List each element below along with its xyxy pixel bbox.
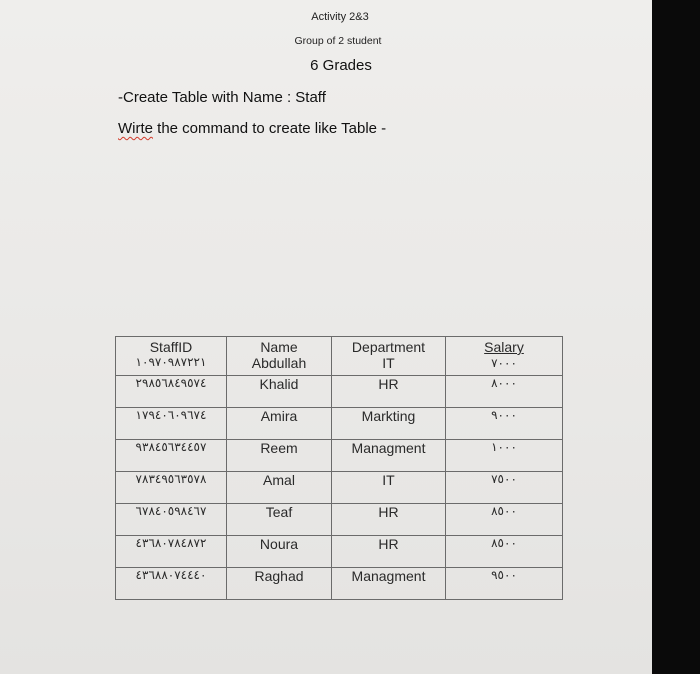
- cell-salary: ٨٥٠٠: [446, 536, 563, 568]
- cell-staffid: ١٧٩٤٠٦٠٩٦٧٤: [116, 408, 227, 440]
- cell-department: Managment: [332, 440, 446, 472]
- header-cell-department: Department IT: [332, 337, 446, 376]
- cell-staffid: ٢٩٨٥٦٨٤٩٥٧٤: [116, 376, 227, 408]
- grades-heading: 6 Grades: [310, 57, 372, 74]
- cell-department: HR: [332, 504, 446, 536]
- write-command-instruction: [118, 120, 386, 137]
- cell-name: Teaf: [227, 504, 332, 536]
- table-row: [116, 440, 563, 472]
- cell-staffid: ٧٨٣٤٩٥٦٣٥٧٨: [116, 472, 227, 504]
- header-cell-salary: Salary ٧٠٠٠: [446, 337, 563, 376]
- cell-name: Amal: [227, 472, 332, 504]
- cell-name: Amira: [227, 408, 332, 440]
- cell-department: IT: [332, 472, 446, 504]
- cell-salary: ٩٠٠٠: [446, 408, 563, 440]
- table-row: [116, 376, 563, 408]
- header-cell-staffid: StaffID ١٠٩٧٠٩٨٧٢٢١: [116, 337, 227, 376]
- misspelled-word: Wirte: [118, 120, 153, 137]
- cell-staffid: ٩٣٨٤٥٦٣٤٤٥٧: [116, 440, 227, 472]
- table-row: [116, 568, 563, 600]
- screen-edge: [652, 0, 700, 674]
- table-row: [116, 408, 563, 440]
- activity-title: Activity 2&3: [311, 11, 369, 23]
- table-body: [116, 376, 563, 600]
- table-header-row: [116, 337, 563, 376]
- table-row: [116, 504, 563, 536]
- cell-salary: ٩٥٠٠: [446, 568, 563, 600]
- write-command-text: the command to create like Table -: [153, 120, 387, 137]
- table-row: [116, 472, 563, 504]
- group-note: Group of 2 student: [294, 35, 382, 47]
- cell-name: Raghad: [227, 568, 332, 600]
- cell-department: HR: [332, 536, 446, 568]
- cell-name: Noura: [227, 536, 332, 568]
- cell-salary: ٨٥٠٠: [446, 504, 563, 536]
- cell-staffid: ٤٣٦٨٠٧٨٤٨٧٢: [116, 536, 227, 568]
- create-table-instruction: -Create Table with Name : Staff: [118, 89, 326, 106]
- cell-salary: ٨٠٠٠: [446, 376, 563, 408]
- cell-salary: ١٠٠٠: [446, 440, 563, 472]
- cell-name: Khalid: [227, 376, 332, 408]
- cell-salary: ٧٥٠٠: [446, 472, 563, 504]
- cell-department: Markting: [332, 408, 446, 440]
- cell-staffid: ٦٧٨٤٠٥٩٨٤٦٧: [116, 504, 227, 536]
- table-row: [116, 536, 563, 568]
- staff-table: [115, 336, 563, 600]
- cell-staffid: ٤٣٦٨٨٠٧٤٤٤٠: [116, 568, 227, 600]
- cell-department: Managment: [332, 568, 446, 600]
- cell-department: HR: [332, 376, 446, 408]
- header-cell-name: Name Abdullah: [227, 337, 332, 376]
- cell-name: Reem: [227, 440, 332, 472]
